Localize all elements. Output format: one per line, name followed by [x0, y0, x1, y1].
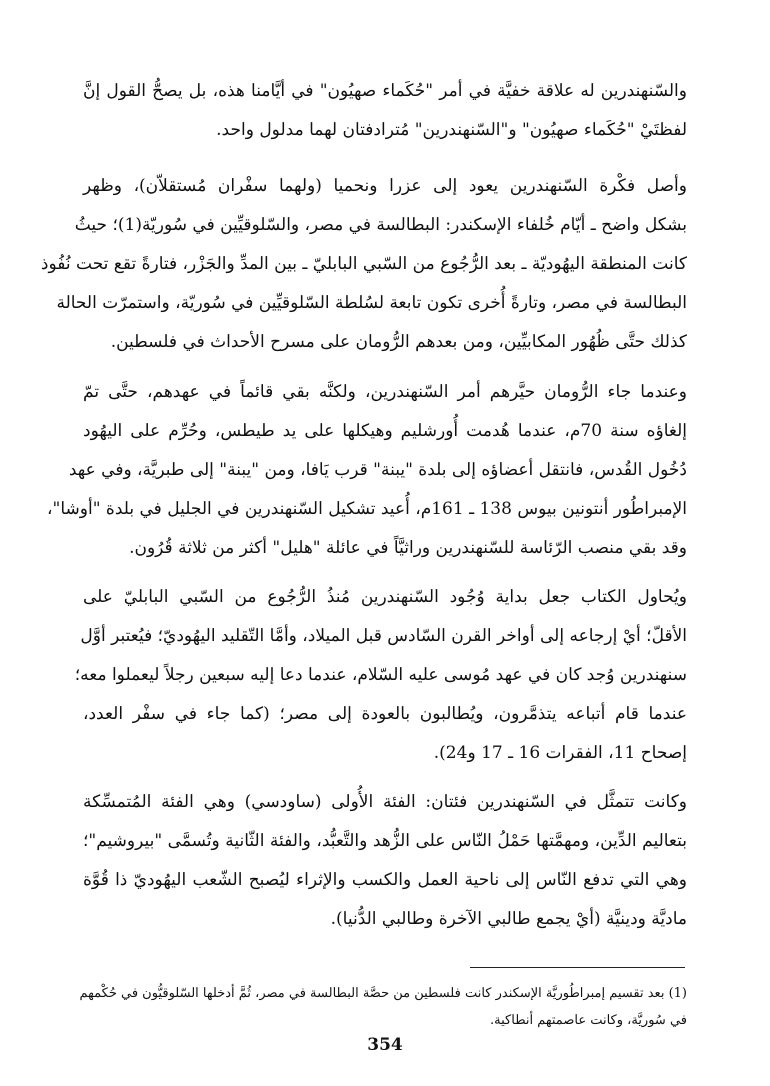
text-line: إلغاؤه سنة 70م، عندما هُدمت أُورشليم وهيكلها على يد طيطس، وحُرِّم على اليهُود [83, 421, 687, 441]
text-line: البطالسة في مصر، وتارةً أُخرى تكون تابعة لسُلطة السّلوقيِّين في سُوريّة، واستمرّت الحالة [56, 293, 687, 313]
paragraph-5 [83, 783, 687, 939]
text-line: والسّنهندرين له علاقة خفيَّة في أمر "حُكَماء صهيُون" في أيَّامنا هذه، بل يصحُّ القول إنَّ [83, 81, 687, 101]
text-line: وأصل فكْرة السّنهندرين يعود إلى عزرا ونحميا (ولهما سفْران مُستقلاّن)، وظهر [83, 176, 687, 196]
page-number: 354 [367, 1035, 403, 1055]
footnote-line: (1) بعد تقسيم إمبراطُوريَّة الإسكندر كانت فلسطين من حصَّة البطالسة في مصر، ثُمَّ أدخلها السّلوقيُّون في حُكْمهم [79, 986, 687, 1001]
text-line: وعندما جاء الرُّومان حيَّرهم أمر السّنهندرين، ولكنَّه بقي قائماً في عهدهم، حتَّى تمّ [83, 382, 687, 402]
footnote-line: في سُوريَّة، وكانت عاصمتهم أنطاكية. [490, 1013, 687, 1028]
text-line: دُخُول القُدس، فانتقل أعضاؤه إلى بلدة "يبنة" قرب يَافا، ومن "يبنة" إلى طبريَّة، وفي عهد [68, 460, 687, 480]
text-line: كانت المنطقة اليهُوديّة ـ بعد الرُّجُوع من السّبي البابليّ ـ بين المدِّ والجَزْر، فتارةً تقع تحت نُفُوذ [40, 254, 687, 274]
text-line: الإمبراطُور أنتونين بيوس 138 ـ 161م، أُعيد تشكيل السّنهندرين في الجليل في بلدة "أوشا"، [47, 499, 687, 519]
paragraph-2 [40, 167, 687, 362]
text-line: إصحاح 11، الفقرات 16 ـ 17 و24). [433, 743, 687, 763]
text-line: بتعاليم الدِّين، ومهمَّتها حَمْلُ النّاس على الزُّهد والتَّعبُّد، والفئة الثّانية وتُسمَّى "بيروشيم"؛ [83, 831, 687, 851]
text-line: لفظتَيْ "حُكَماء صهيُون" و"السّنهندرين" مُترادفتان لهما مدلول واحد. [216, 120, 687, 140]
text-line: الأقلّ؛ أيْ إرجاعه إلى أواخر القرن السّادس قبل الميلاد، وأمَّا التّقليد اليهُوديّ؛ فيُعتبر أوَّل [80, 626, 687, 646]
text-line: وكانت تتمثَّل في السّنهندرين فئتان: الفئة الأُولى (ساودسي) وهي الفئة المُتمسِّكة [83, 792, 687, 812]
text-line: سنهندرين وُجد كان في عهد مُوسى عليه السّلام، عندما دعا إليه سبعين رجلاً ليعملوا معه؛ [74, 665, 687, 685]
paragraph-3 [47, 373, 687, 568]
text-line: ويُحاول الكتاب جعل بداية وُجُود السّنهندرين مُنذُ الرُّجُوع من السّبي البابليّ على [83, 587, 687, 607]
text-line: عندما قام أتباعه يتذمَّرون، ويُطالبون بالعودة إلى مصر؛ (كما جاء في سفْر العدد، [83, 704, 687, 724]
paragraph-4 [74, 578, 687, 773]
text-line: كذلك حتَّى ظُهُور المكابيِّين، ومن بعدهم الرُّومان على مسرح الأحداث في فلسطين. [110, 332, 687, 352]
paragraph-1 [83, 72, 687, 150]
footnote [79, 980, 687, 1034]
footnote-separator [470, 967, 685, 968]
text-line: وهي التي تدفع النّاس إلى ناحية العمل والكسب والإثراء ليُصبح الشّعب اليهُوديّ ذا قُوَّة [83, 870, 687, 890]
text-line: بشكل واضح ـ أيّام خُلفاء الإسكندر: البطالسة في مصر، والسّلوقيِّين في سُوريّة(1)؛ حيثُ [74, 215, 687, 235]
text-line: ماديَّة ودينيَّة (أيْ يجمع طالبي الآخرة وطالبي الدُّنيا). [330, 909, 687, 929]
text-line: وقد بقي منصب الرّئاسة للسّنهندرين وراثيَّاً في عائلة "هليل" أكثر من ثلاثة قُرُون. [129, 538, 687, 558]
